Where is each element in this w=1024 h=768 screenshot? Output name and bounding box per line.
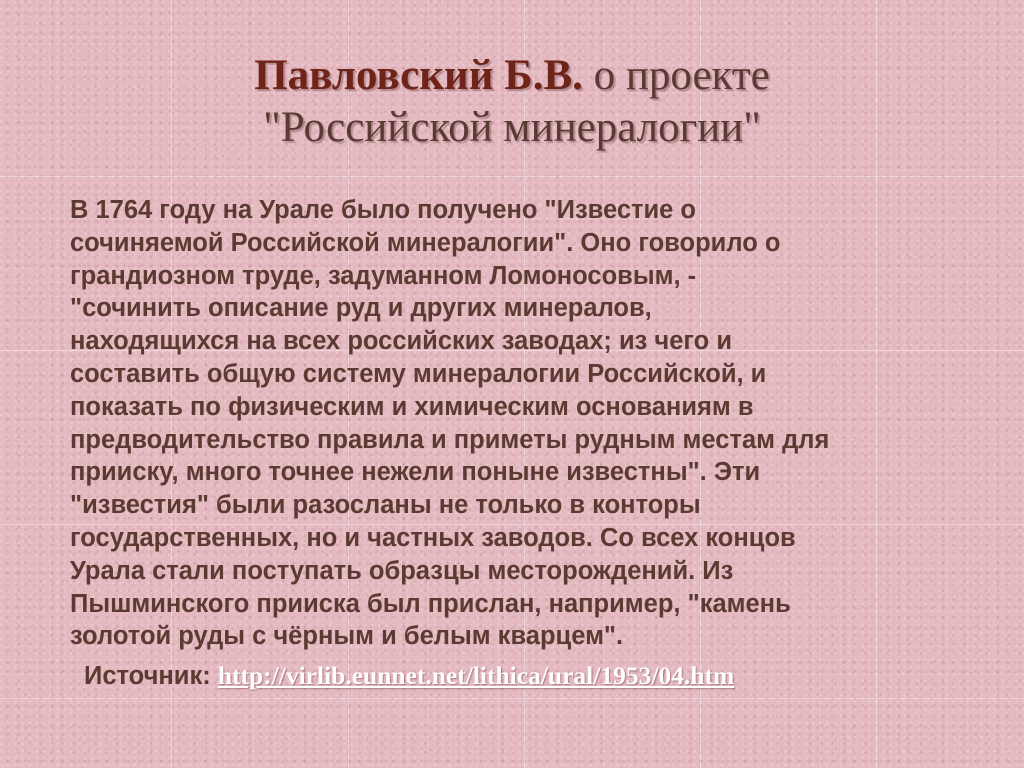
title-suffix: о проекте — [582, 52, 770, 99]
slide-title — [0, 50, 1024, 154]
source-line — [84, 660, 734, 692]
title-author: Павловский Б.В. — [254, 52, 583, 99]
source-link[interactable]: http://virlib.eunnet.net/lithica/ural/1953/04.htm — [217, 661, 735, 690]
title-subject: "Российской минералогии" — [263, 104, 761, 151]
slide-body-text: В 1764 году на Урале было получено "Известие о сочиняемой Российской минералогии". Оно говорило о грандиозном труде, задуманном Ломоносовым, - "сочинить описание руд и других минералов, находящихся на всех российских заводах; из чего и составить общую систему минералогии Российской, и показать по физическим и химическим основаниям в предводительство правила и приметы рудным местам для прииску, много точнее нежели поныне известны". Эти "известия" были разосланы не только в конторы государственных, но и частных заводов. Со всех концов Урала стали поступать образцы месторождений. Из Пышминского прииска был прислан, например, "камень золотой руды с чёрным и белым кварцем". — [70, 196, 830, 651]
source-label: Источник: — [84, 662, 218, 690]
